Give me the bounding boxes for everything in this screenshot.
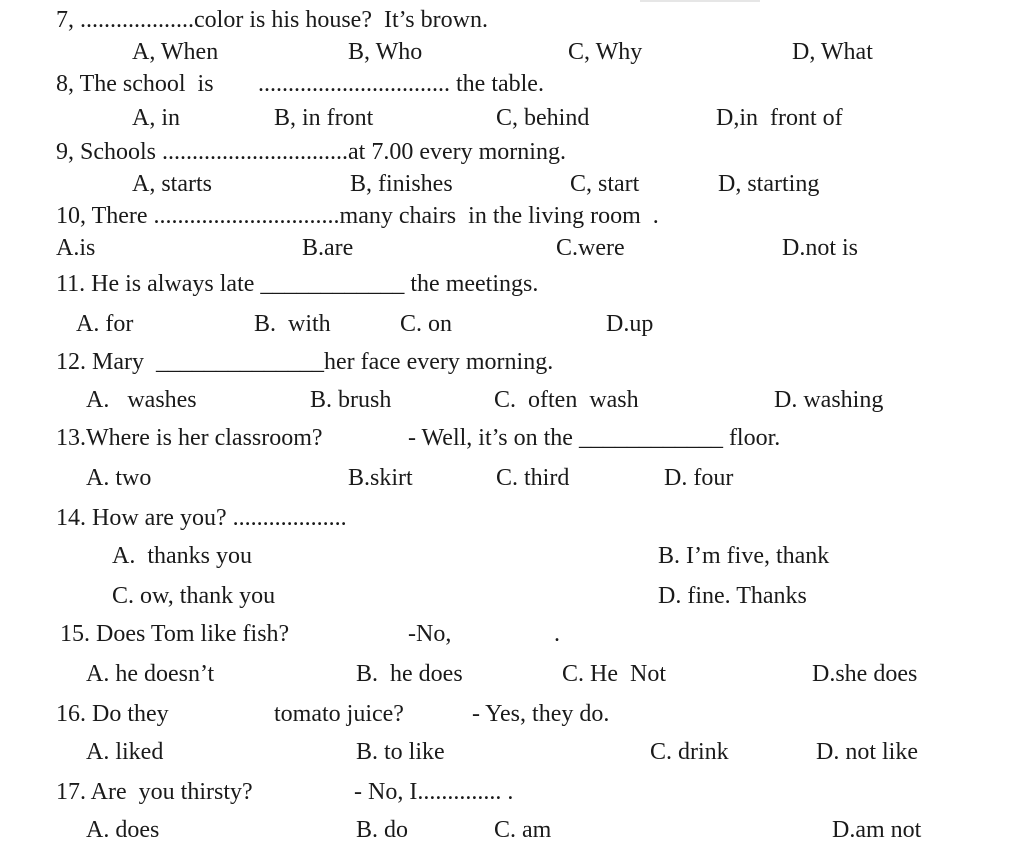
option-d: D. fine. Thanks (658, 583, 807, 609)
question-13-options (0, 460, 1024, 496)
option-c: C. third (496, 465, 570, 491)
question-8-options (0, 100, 1024, 136)
option-c: C, Why (568, 39, 643, 65)
question-15-options (0, 656, 1024, 692)
answer-end-mark: . (554, 621, 560, 647)
option-b: B. brush (310, 387, 392, 413)
question-text: 14. How are you? ................... (56, 505, 347, 531)
question-17-stem (0, 774, 1024, 810)
option-b: B. he does (356, 661, 463, 687)
question-7-options (0, 34, 1024, 70)
question-text: 10, There ...............................many chairs in the living room . (56, 203, 659, 229)
option-b: B, in front (274, 105, 374, 131)
question-10-options (0, 230, 1024, 266)
option-a: A. for (76, 311, 134, 337)
question-14-options-row-1 (0, 538, 1024, 574)
answer-text: - Well, it’s on the ____________ floor. (408, 425, 781, 451)
option-d: D, What (792, 39, 873, 65)
option-a: A. thanks you (112, 543, 252, 569)
option-a: A. does (86, 817, 160, 843)
option-c: C. ow, thank you (112, 583, 276, 609)
question-9-stem (0, 134, 1024, 170)
option-b: B.skirt (348, 465, 413, 491)
question-text: 12. Mary ______________her face every morning. (56, 349, 554, 375)
option-c: C, behind (496, 105, 590, 131)
question-17-options (0, 812, 1024, 848)
option-a: A, in (132, 105, 180, 131)
question-14-stem (0, 500, 1024, 536)
question-15-stem (0, 616, 1024, 652)
option-a: A. two (86, 465, 152, 491)
question-text: 7, ...................color is his house? It’s brown. (56, 7, 488, 33)
option-d: D. four (664, 465, 734, 491)
option-c: C.were (556, 235, 625, 261)
question-text: 8, The school is (56, 71, 214, 97)
question-13-stem (0, 420, 1024, 456)
option-d: D. washing (774, 387, 884, 413)
option-d: D. not like (816, 739, 918, 765)
option-a: A, starts (132, 171, 212, 197)
option-d: D.not is (782, 235, 859, 261)
option-b: B. with (254, 311, 331, 337)
option-d: D,in front of (716, 105, 843, 131)
question-7-stem (0, 2, 1024, 38)
question-12-stem (0, 344, 1024, 380)
option-d: D, starting (718, 171, 820, 197)
option-c: C. on (400, 311, 453, 337)
option-b: B. do (356, 817, 409, 843)
question-16-stem (0, 696, 1024, 732)
question-text: 9, Schools ...............................at 7.00 every morning. (56, 139, 566, 165)
question-10-stem (0, 198, 1024, 234)
question-9-options (0, 166, 1024, 202)
option-c: C, start (570, 171, 640, 197)
answer-text: - No, I.............. . (354, 779, 514, 805)
question-text: 13.Where is her classroom? (56, 425, 323, 451)
question-11-stem (0, 266, 1024, 302)
option-c: C. He Not (562, 661, 666, 687)
question-text: 16. Do they (56, 701, 169, 727)
option-c: C. often wash (494, 387, 639, 413)
question-text: 15. Does Tom like fish? (60, 621, 290, 647)
answer-text: -No, (408, 621, 452, 647)
option-b: B. I’m five, thank (658, 543, 830, 569)
option-d: D.she does (812, 661, 918, 687)
question-11-options (0, 306, 1024, 342)
option-b: B. to like (356, 739, 445, 765)
question-12-options (0, 382, 1024, 418)
option-c: C. am (494, 817, 552, 843)
option-b: B, Who (348, 39, 423, 65)
question-14-options-row-2 (0, 578, 1024, 614)
option-d: D.up (606, 311, 654, 337)
option-a: A. liked (86, 739, 164, 765)
option-a: A, When (132, 39, 219, 65)
question-16-options (0, 734, 1024, 770)
question-text-continued: tomato juice? (274, 701, 404, 727)
option-c: C. drink (650, 739, 729, 765)
option-a: A. he doesn’t (86, 661, 215, 687)
option-a: A.is (56, 235, 96, 261)
question-text: 17. Are you thirsty? (56, 779, 253, 805)
option-d: D.am not (832, 817, 922, 843)
question-text: 11. He is always late ____________ the meetings. (56, 271, 539, 297)
option-a: A. washes (86, 387, 197, 413)
option-b: B.are (302, 235, 354, 261)
answer-text: - Yes, they do. (472, 701, 610, 727)
question-text-blank: ................................ the table. (258, 71, 544, 97)
question-8-stem (0, 66, 1024, 102)
option-b: B, finishes (350, 171, 453, 197)
